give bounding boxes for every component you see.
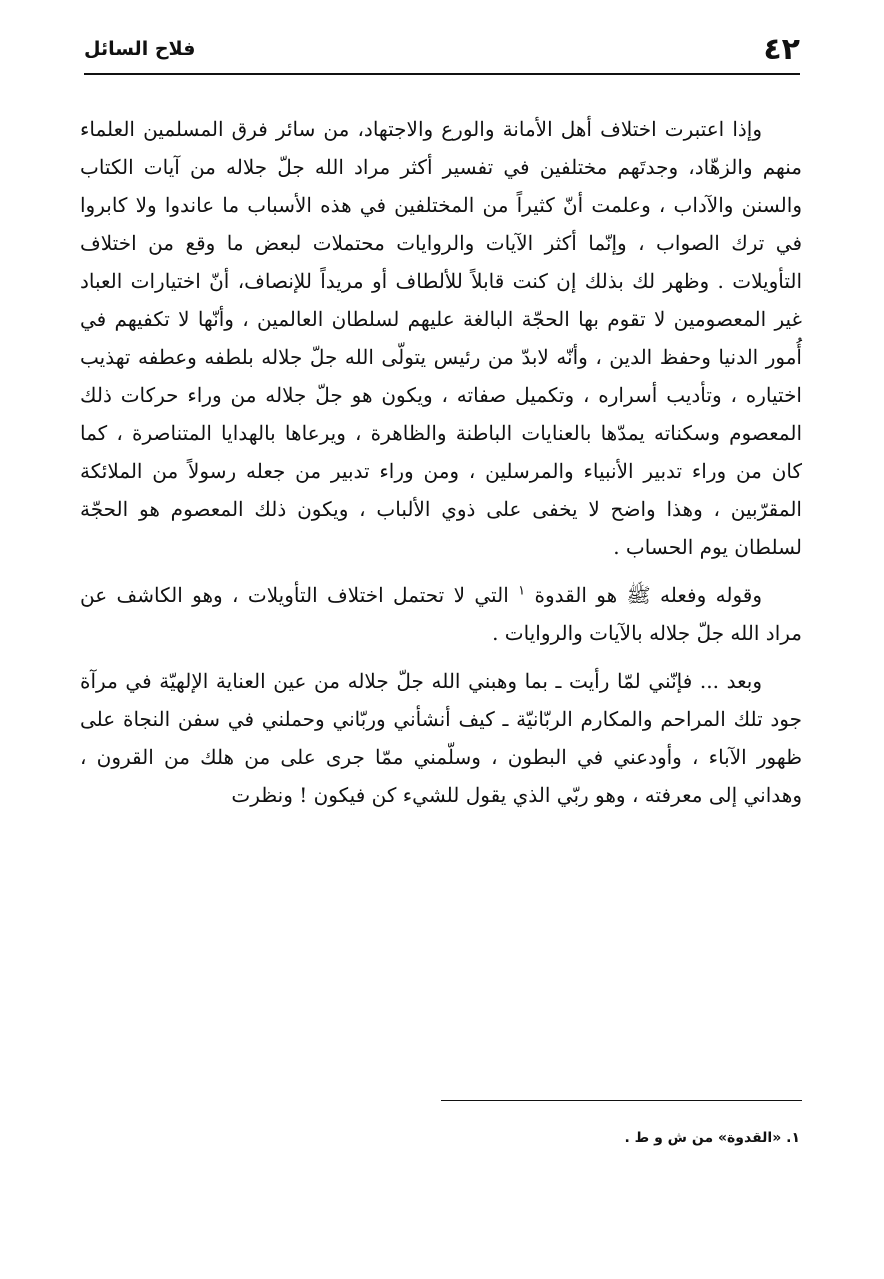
footnote-reference: ١ [518, 583, 526, 599]
paragraph-3: وبعد ... فإنّني لمّا رأيت ـ بما وهبني الله جلّ جلاله من عين العناية الإلهيّة في مرآة جود تلك المراحم والمكارم الربّانيّة ـ كيف أنشأني وربّاني وحملني في سفن النجاة على ظهور الآباء ، وأودعني في البطون ، وسلّمني ممّا جرى على من هلك من القرون ، وهداني إلى معرفته ، وهو ربّي الذي يقول للشيء كن فيكون ! ونظرت [80, 669, 802, 807]
running-header [84, 28, 800, 70]
paragraph-1: وإذا اعتبرت اختلاف أهل الأمانة والورع والاجتهاد، من سائر فرق المسلمين العلماء منهم والزهّاد، وجدتَهم مختلفين في تفسير أكثر مراد الله جلّ جلاله من آيات الكتاب والسنن والآداب ، وعلمت أنّ كثيراً من المختلفين في هذه الأسباب ما عاندوا ولا كابروا في ترك الصواب ، وإنّما أكثر الآيات والروايات محتملات لبعض ما وقع من اختلاف التأويلات . وظهر لك بذلك إن كنت قابلاً للألطاف أو مريداً للإنصاف، أنّ اختيارات العباد غير المعصومين لا تقوم بها الحجّة البالغة عليهم لسلطان العالمين ، وأنّها لا تكفيهم في أُمور الدنيا وحفظ الدين ، وأنّه لابدّ من رئيس يتولّى الله جلّ جلاله بلطفه وعطفه تهذيب اختياره ، وتأديب أسراره ، وتكميل صفاته ، ويكون هو جلّ جلاله من وراء حركات ذلك المعصوم وسكناته يمدّها بالعنايات الباطنة والظاهرة ، ويرعاها بالهدايا المتناصرة ، كما كان من وراء تدبير الأنبياء والمرسلين ، ومن وراء تدبير من جعله رسولاً من الملائكة المقرّبين ، وهذا واضح لا يخفى على ذوي الألباب ، ويكون ذلك المعصوم هو الحجّة لسلطان يوم الحساب . [80, 117, 802, 559]
body-text [80, 110, 802, 824]
paragraph-2-after-ref: التي لا تحتمل اختلاف التأويلات ، وهو الكاشف عن مراد الله جلّ جلاله بالآيات والروايات . [80, 583, 802, 645]
footnote-rule [441, 1100, 802, 1101]
page-number: ٤٢ [763, 31, 800, 67]
paragraph-2-before-ref: وقوله وفعله ﷺ هو القدوة [534, 583, 762, 607]
book-title: فلاح السائل [84, 38, 196, 60]
header-rule [84, 73, 800, 75]
footnote: ١. «القدوة» من ش و ط . [624, 1130, 800, 1146]
paragraph-2 [80, 576, 802, 652]
